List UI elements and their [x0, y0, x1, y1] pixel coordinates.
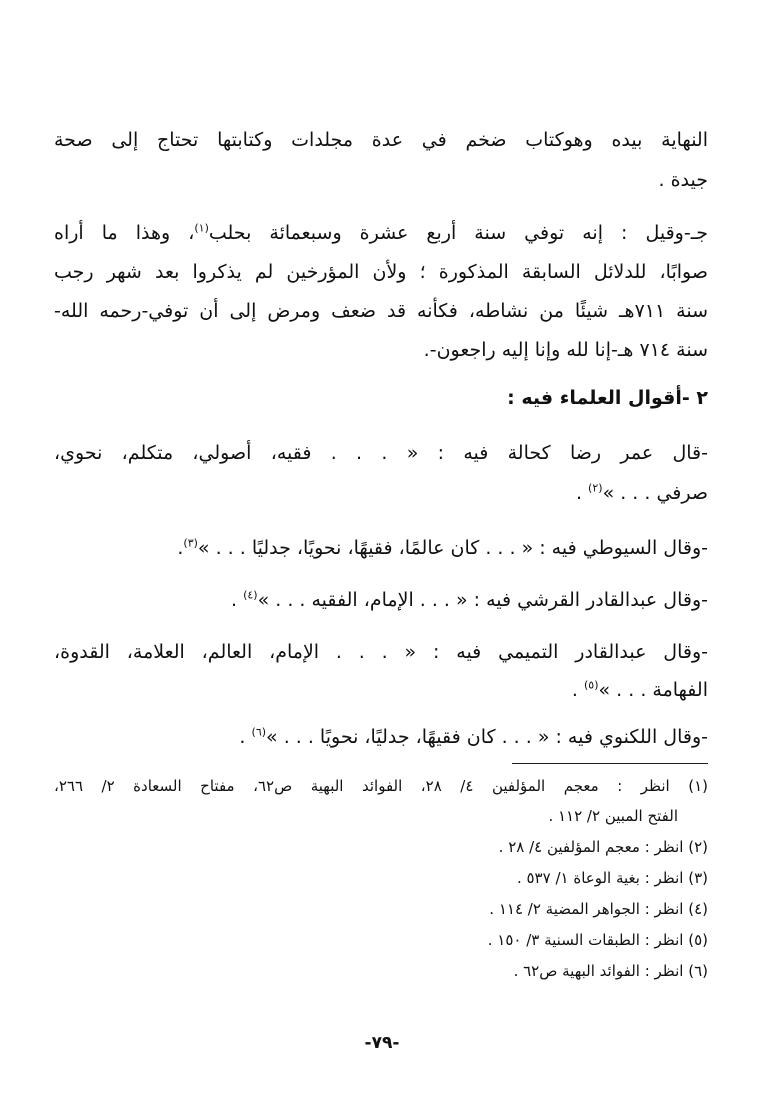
page-number: -٧٩- [364, 1033, 400, 1053]
period: . [575, 482, 582, 504]
footnote-ref: (٥) [583, 678, 599, 692]
footnote-line: (٦) انظر : الفوائد البهية ص٦٢ . [513, 962, 708, 980]
quote-line: -وقال عبدالقادر التميمي فيه : « . . . الإمام، العالم، العلامة، القدوة، [54, 641, 708, 663]
footnote-line: (٣) انظر : بغية الوعاة ١/ ٥٣٧ . [516, 869, 708, 887]
footnote-ref: (٦) [251, 725, 267, 739]
footnote-divider [512, 763, 708, 764]
body-text: ، وهذا ما أراه [54, 222, 195, 244]
quote-line [54, 585, 708, 615]
body-line: سنة ٧١١هـ شيئًا من نشاطه، فكأنه قد ضعف ومرض إلى أن توفي-رحمه الله- [54, 300, 708, 322]
body-line: سنة ٧١٤ هـ-إنا لله وإنا إليه راجعون-. [423, 339, 708, 361]
period: . [230, 589, 238, 611]
footnote-line: (١) انظر : معجم المؤلفين ٤/ ٢٨، الفوائد البهية ص٦٢، مفتاح السعادة ٢/ ٢٦٦، [54, 777, 708, 795]
body-text: جـ-وقيل : إنه توفي سنة أربع عشرة وسبعمائة بحلب [208, 222, 709, 244]
quote-line [54, 478, 708, 508]
footnote-line: (٢) انظر : معجم المؤلفين ٤/ ٢٨ . [498, 838, 708, 856]
quote-text: -وقال عبدالقادر القرشي فيه : « . . . الإمام، الفقيه . . . » [257, 589, 708, 611]
footnote-line: (٤) انظر : الجواهر المضية ٢/ ١١٤ . [489, 900, 708, 918]
body-line: النهاية بيده وهوكتاب ضخم في عدة مجلدات وكتابتها تحتاج إلى صحة [54, 129, 708, 151]
footnote-ref: (١) [194, 221, 209, 235]
section-heading: ٢ -أقوال العلماء فيه : [507, 387, 708, 409]
period: . [177, 537, 184, 559]
quote-line [54, 722, 708, 752]
body-line: صوابًا، للدلائل السابقة المذكورة ؛ ولأن المؤرخين لم يذكروا بعد شهر رجب [54, 261, 708, 283]
footnote-ref: (٤) [243, 588, 258, 602]
quote-text: -وقال اللكنوي فيه : « . . . كان فقيهًا، جدليًا، نحويًا . . . » [266, 726, 708, 748]
period: . [571, 679, 578, 701]
body-line [54, 218, 708, 248]
quote-text: صرفي . . . » [602, 482, 708, 504]
footnote-line: (٥) انظر : الطبقات السنية ٣/ ١٥٠ . [487, 931, 708, 949]
quote-line: -قال عمر رضا كحالة فيه : « . . . فقيه، أصولي، متكلم، نحوي، [54, 442, 708, 464]
footnote-ref: (٢) [588, 481, 603, 495]
body-line: جيدة . [658, 169, 708, 191]
footnote-line: الفتح المبين ٢/ ١١٢ . [548, 807, 678, 825]
period: . [239, 726, 246, 748]
quote-text: الفهامة . . . » [598, 679, 708, 701]
quote-text: -وقال السيوطي فيه : « . . . كان عالمًا، فقيهًا، نحويًا، جدليًا . . . » [197, 537, 708, 559]
footnote-ref: (٣) [183, 536, 198, 550]
quote-line [54, 675, 708, 705]
quote-line [54, 533, 708, 563]
